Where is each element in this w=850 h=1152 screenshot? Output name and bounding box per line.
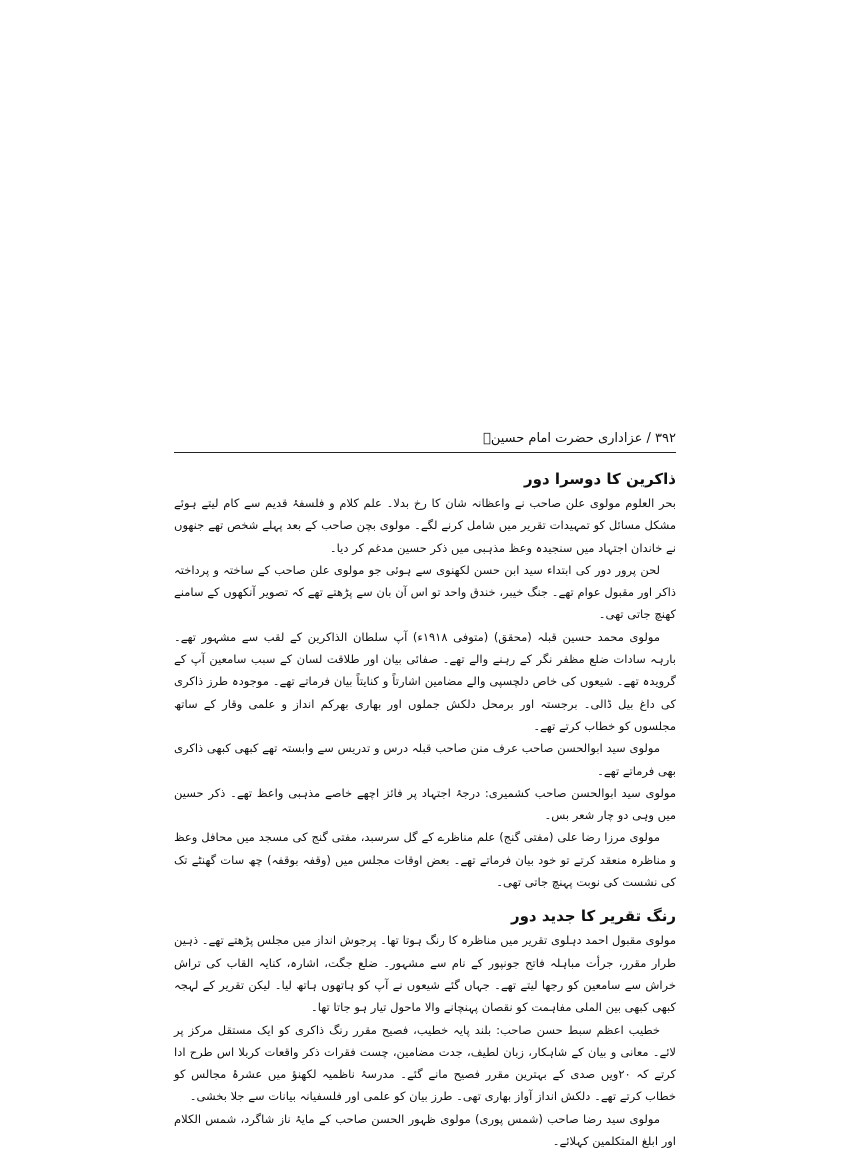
paragraph: مولوی سید رضا صاحب (شمس پوری) مولوی ظہور الحسن صاحب کے مایۂ ناز شاگرد، شمس الکلام اور ابلغ المتکلمین کہلائے۔ [174,1111,676,1149]
paragraph: مولوی سید ابوالحسن صاحب عرف منن صاحب قبلہ درس و تدریس سے وابستہ تھے کبھی کبھی ذاکری بھی فرماتے تھے۔ [174,741,676,778]
paragraph: بحر العلوم مولوی علن صاحب نے واعظانہ شان کا رخ بدلا۔ علم کلام و فلسفۂ قدیم سے کام لیتے ہوئے مشکل مسائل کو تمہیدات تقریر میں شامل کرنے لگے۔ مولوی بچن صاحب کے بعد پہلے شخص تھے جنھوں نے خاندان اجتہاد میں سنجیدہ وعظ مذہبی میں ذکر حسین مدغم کر دیا۔ [174,496,676,555]
paragraph: مولوی مرزا رضا علی (مفتی گنج) علم مناظرے کے گل سرسبد، مفتی گنج کی مسجد میں محافل وعظ و مناظرہ منعقد کرتے تو خود بیان فرماتے تھے۔ بعض اوقات مجلس میں (وقفہ بوقفہ) چھ سات گھنٹے تک کی نشست کی نوبت پہنچ جاتی تھی۔ [174,830,676,890]
section-heading-second-era: ذاکرین کا دوسرا دور [524,470,676,488]
header-rule [174,452,676,453]
paragraph: مولوی محمد حسین قبلہ (محقق) (متوفی ۱۹۱۸ء) آپ سلطان الذاکرین کے لقب سے مشہور تھے۔ بارہہ سادات ضلع مظفر نگر کے رہنے والے تھے۔ صفائی بیان اور طلاقت لسان کے سبب سامعین آپ کے گرویدہ تھے۔ شیعوں کی خاص دلچسپی والے مضامین اشارتاً و کنایتاً بیان فرماتے تھے۔ موجودہ طرز ذاکری کی داغ بیل ڈالی۔ برجستہ اور برمحل دلکش جملوں اور بھاری بھرکم انداز و علمی وقار کے ساتھ مجلسوں کو خطاب کرتے تھے۔ [174,629,676,733]
section-heading-modern-era: رنگ تقریر کا جدید دور [510,907,676,926]
page-number: ٣٩٢ [655,431,676,446]
paragraph: لحن پرور دور کی ابتداء سید ابن حسن لکھنوی سے ہوئی جو مولوی علن صاحب کے ساختہ و پرداختہ ذاکر اور مقبول عوام تھے۔ جنگ خیبر، خندق واحد تو اس آن بان سے پڑھتے تھے کہ تصویر آنکھوں کے سامنے کھنچ جاتی تھی۔ [174,562,676,622]
paragraph: مولوی مقبول احمد دہلوی تقریر میں مناظرہ کا رنگ ہوتا تھا۔ پرجوش انداز میں مجلس پڑھتے تھے۔ ذہین طرار مقرر، جرأت مباہلہ فاتح جونپور کے نام سے مشہور۔ ضلع جگت، اشارہ، کنایہ القاب کی تراش خراش سے سامعین کو رجھا لیتے تھے۔ جہاں گئے شیعوں نے آپ کو ہاتھوں ہاتھ لیا۔ لیکن تقریر کے لہجہ کبھی کبھی بین الملی مفاہمت کو نقصان پہنچانے والا ماحول تیار ہو جاتا تھا۔ [174,933,676,1015]
header-separator: / [646,431,651,446]
paragraph: خطیب اعظم سبط حسن صاحب: بلند پایہ خطیب، فصیح مقرر رنگ ذاکری کو ایک مستقل مرکز پر لائے۔ معانی و بیان کے شاہکار، زبان لطیف، جدت مضامین، چست فقرات ذکر واقعات کربلا اس طرح ادا کرتے کہ ۲۰ویں صدی کے بہترین مقرر فصیح مانے گئے۔ مدرسۂ ناظمیہ لکھنؤ میں عشرۂ مجالس کو خطاب کرتے تھے۔ دلکش انداز آواز بھاری تھی۔ طرز بیان کو علمی اور فلسفیانہ بیانات سے جلا بخشی۔ [174,1022,676,1104]
book-title: عزاداری حضرت امام حسینؑ [483,431,643,446]
running-header [174,428,676,450]
page-body [174,466,676,1152]
paragraph: مولوی سید ابوالحسن صاحب کشمیری: درجۂ اجتہاد پر فائز اچھے خاصے مذہبی واعظ تھے۔ ذکر حسین میں وہی دو چار شعر بس۔ [174,785,676,823]
